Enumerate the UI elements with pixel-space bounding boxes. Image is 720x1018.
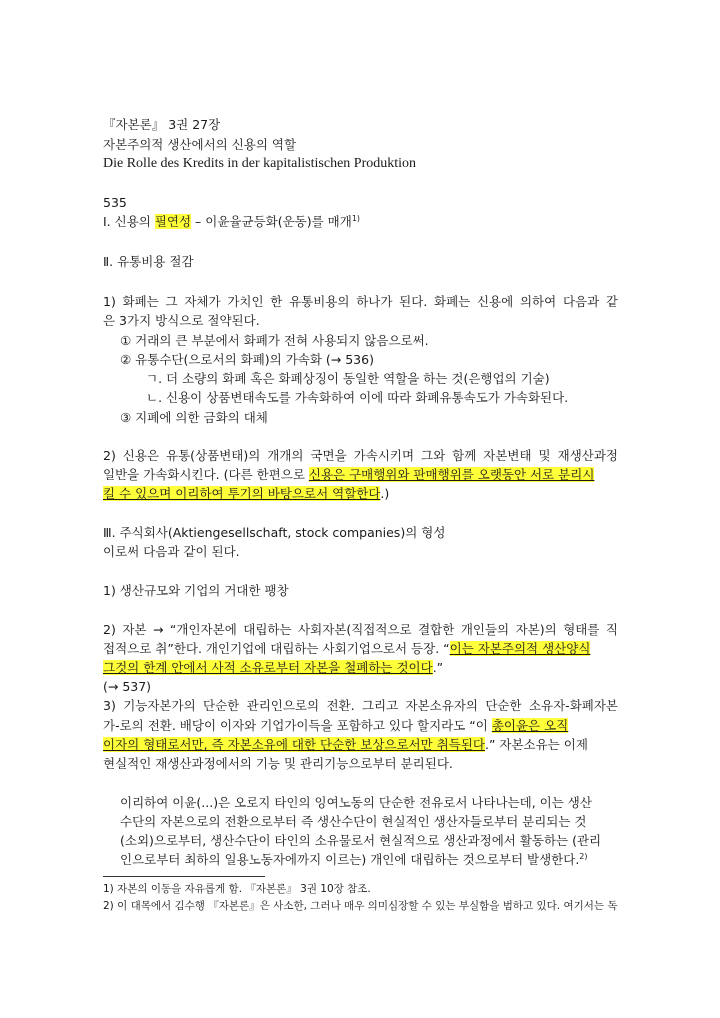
block-quote-line-4 bbox=[120, 852, 588, 868]
paragraph-2-2-line-1: 2) 신용은 유통(상품변태)의 개개의 국면을 가속시키며 그와 함께 자본변태 및 재생산과정 bbox=[103, 448, 618, 463]
paragraph-2-2-line-3-end: .) bbox=[380, 486, 390, 501]
block-quote-line-3: (소외)으로부터, 생산수단이 타인의 소유물로서 현실적으로 생산과정에서 활동하는 (관리 bbox=[120, 833, 602, 848]
section-3-intro: 이로써 다음과 같이 된다. bbox=[103, 544, 240, 559]
highlight-credit-speculation-part2: 킬 수 있으며 이리하여 투기의 바탕으로서 역할한다 bbox=[103, 486, 381, 501]
section-3-item-2-line-3 bbox=[103, 660, 443, 676]
paragraph-2-2-line-3 bbox=[103, 486, 389, 502]
highlight-gross-profit-part2: 이자의 형태로서만, 즉 자본소유에 대한 단순한 보상으로서만 취득된다 bbox=[103, 737, 485, 752]
list-item-2b: ㄴ. 신용이 상품변태속도를 가속화하여 이에 따라 화폐유통속도가 가속화된다. bbox=[146, 390, 569, 405]
footnote-marker-1[interactable]: 1) bbox=[351, 213, 361, 223]
highlight-capital-abolition-part1: 이는 자본주의적 생산양식 bbox=[449, 641, 591, 656]
footnote-1: 1) 자본의 이동을 자유롭게 함. 『자본론』 3권 10장 참조. bbox=[103, 883, 371, 895]
section-3-item-1: 1) 생산규모와 기업의 거대한 팽창 bbox=[103, 583, 289, 598]
paragraph-2-2-line-2 bbox=[103, 467, 594, 483]
highlight-credit-speculation-part1: 신용은 구매행위와 판매행위를 오랫동안 서로 분리시 bbox=[308, 467, 595, 482]
section-3-item-3-line-3 bbox=[103, 737, 588, 753]
paragraph-2-2-line-2-text: 일반을 가속화시킨다. (다른 한편으로 bbox=[103, 467, 309, 482]
section-3-item-2-line-2-text: 접적으로 취”한다. 개인기업에 대립하는 사회기업으로서 등장. “ bbox=[103, 641, 450, 656]
section-1-suffix: – 이윤율균등화(운동)를 매개 bbox=[191, 214, 352, 229]
block-quote-line-2: 수단의 자본으로의 전환으로부터 즉 생산수단이 현실적인 생산자들로부터 분리되는 것 bbox=[120, 814, 587, 829]
footnote-marker-2[interactable]: 2) bbox=[579, 851, 588, 861]
block-quote-line-1: 이리하여 이윤(...)은 오로지 타인의 잉여노동의 단순한 전유로서 나타나는데, 이는 생산 bbox=[120, 795, 592, 810]
section-3-item-2-line-3-end: .” bbox=[432, 660, 444, 675]
list-item-2: ② 유통수단(으로서의 화폐)의 가속화 (→ 536) bbox=[120, 352, 374, 367]
section-3-item-3-line-2-text: 가-로의 전환. 배당이 이자와 기업가이득을 포함하고 있다 할지라도 “이 bbox=[103, 718, 492, 733]
list-item-1: ① 거래의 큰 부분에서 화폐가 전혀 사용되지 않음으로써. bbox=[120, 333, 429, 348]
footnote-divider bbox=[103, 876, 265, 877]
chapter-title-korean: 자본주의적 생산에서의 신용의 역할 bbox=[103, 137, 297, 152]
paragraph-2-1-line-2: 은 3가지 방식으로 절약된다. bbox=[103, 313, 260, 328]
list-item-3: ③ 지폐에 의한 금화의 대체 bbox=[120, 410, 268, 425]
section-3-item-3-line-3-end: .” 자본소유는 이제 bbox=[484, 737, 588, 752]
highlight-capital-abolition-part2: 그것의 한계 안에서 사적 소유로부터 자본을 철폐하는 것이다 bbox=[103, 660, 433, 675]
footnote-2: 2) 이 대목에서 김수행 『자본론』은 사소한, 그러나 매우 의미심장할 수 있는 부실함을 범하고 있다. 여기서는 독 bbox=[103, 900, 618, 912]
section-3-item-2-line-1: 2) 자본 → “개인자본에 대립하는 사회자본(직접적으로 결합한 개인들의 자본)의 형태를 직 bbox=[103, 622, 618, 637]
highlight-necessity: 필연성 bbox=[154, 214, 192, 229]
section-3-item-3-line-4: 현실적인 재생산과정에서의 기능 및 관리기능으로부터 분리된다. bbox=[103, 756, 453, 771]
section-3-item-2-line-2 bbox=[103, 641, 590, 657]
paragraph-2-1-line-1: 1) 화폐는 그 자체가 가치인 한 유통비용의 하나가 된다. 화폐는 신용에 의하여 다음과 같 bbox=[103, 294, 618, 309]
block-quote-line-4-text: 인으로부터 최하의 일용노동자에까지 이르는) 개인에 대립하는 것으로부터 발생한다. bbox=[120, 852, 580, 867]
list-item-2a: ㄱ. 더 소량의 화폐 혹은 화폐상징이 동일한 역할을 하는 것(은행업의 기술) bbox=[146, 371, 550, 386]
chapter-title-german: Die Rolle des Kredits in der kapitalistischen Produktion bbox=[103, 156, 417, 171]
book-reference: 『자본론』 3권 27장 bbox=[103, 117, 221, 132]
section-3-heading: Ⅲ. 주식회사(Aktiengesellschaft, stock companies)의 형성 bbox=[103, 525, 446, 540]
section-2-heading: Ⅱ. 유통비용 절감 bbox=[103, 254, 194, 269]
section-3-item-3-line-2 bbox=[103, 718, 568, 734]
section-1-heading bbox=[103, 214, 360, 230]
page-number: 535 bbox=[103, 195, 127, 210]
section-1-prefix: I. 신용의 bbox=[103, 214, 155, 229]
highlight-gross-profit-part1: 총이윤은 오직 bbox=[491, 718, 569, 733]
cross-reference-537: (→ 537) bbox=[103, 679, 152, 694]
section-3-item-3-line-1: 3) 기능자본가의 단순한 관리인으로의 전환. 그리고 자본소유자의 단순한 소유자-화폐자본 bbox=[103, 698, 618, 713]
